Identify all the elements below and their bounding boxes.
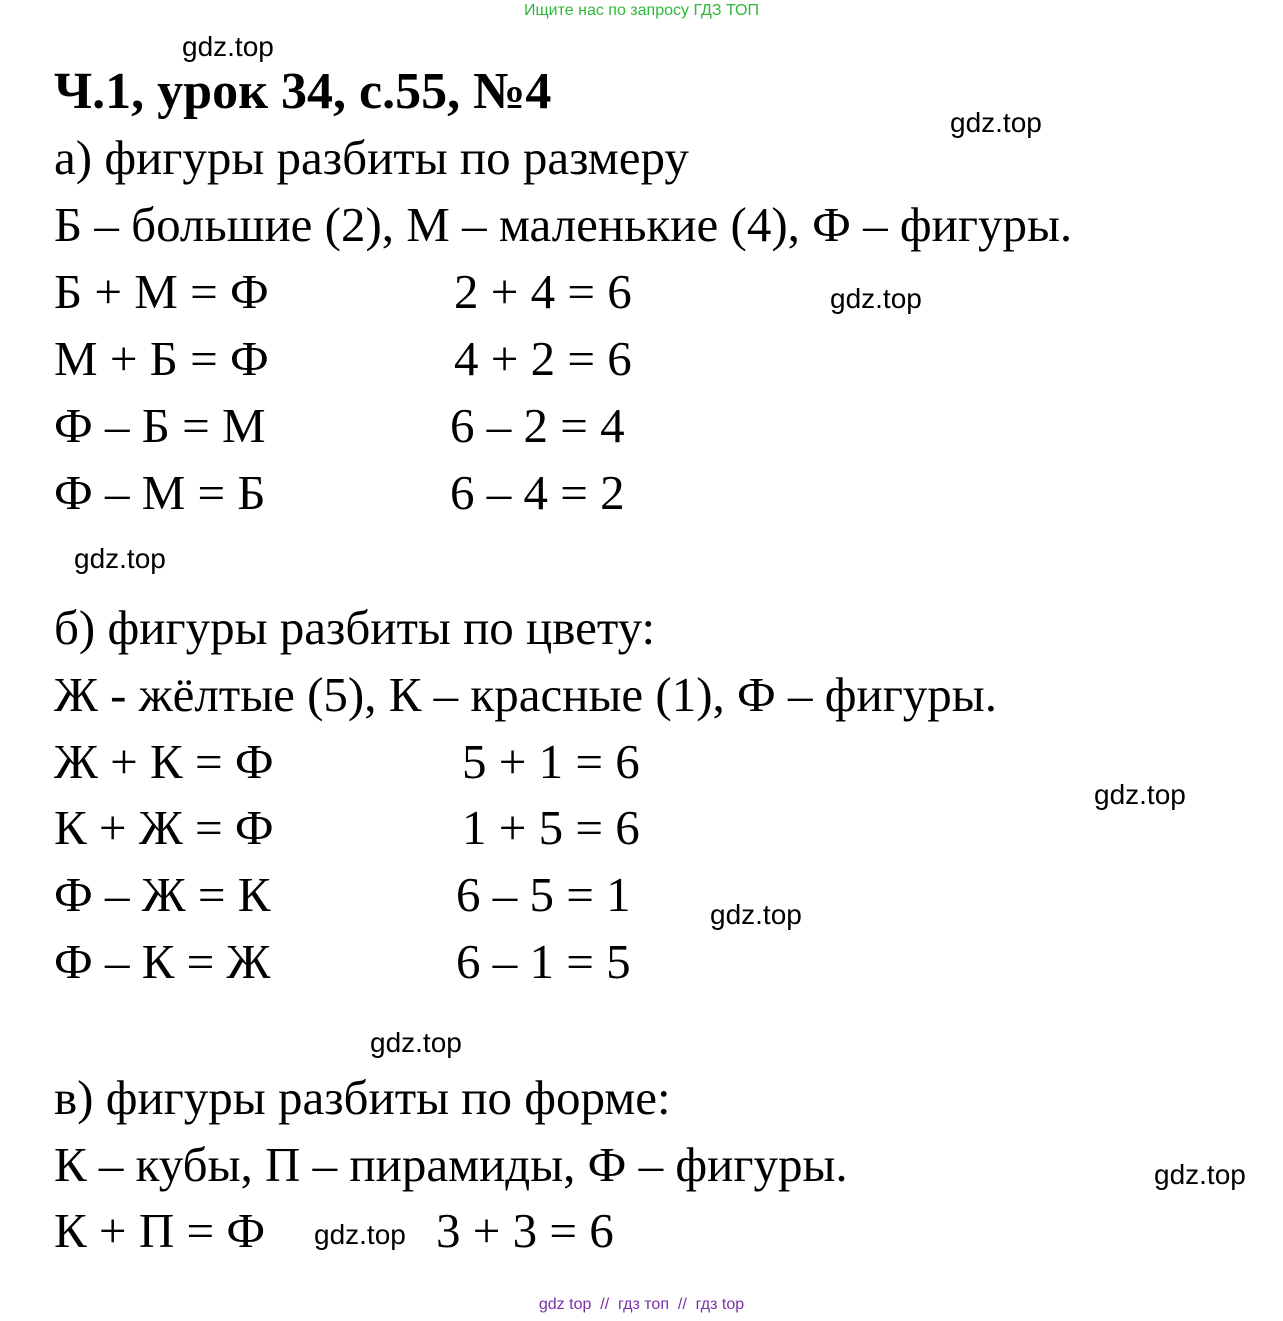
page-title: Ч.1, урок 34, с.55, №4 bbox=[54, 63, 552, 120]
section-b-row-3-letters: Ф – Ж = К bbox=[54, 867, 271, 922]
section-a-legend: Б – большие (2), М – маленькие (4), Ф – фигуры. bbox=[54, 197, 1073, 252]
watermark: gdz.top bbox=[74, 543, 166, 574]
watermark: gdz.top bbox=[710, 899, 802, 930]
section-c-row-1-numbers: 3 + 3 = 6 bbox=[436, 1203, 614, 1258]
section-b-row-2-numbers: 1 + 5 = 6 bbox=[462, 800, 640, 855]
section-a-row-4-numbers: 6 – 4 = 2 bbox=[450, 465, 625, 520]
section-b-legend: Ж - жёлтые (5), К – красные (1), Ф – фигуры. bbox=[54, 667, 997, 722]
section-b-row-1-letters: Ж + К = Ф bbox=[54, 734, 274, 789]
section-c-legend: К – кубы, П – пирамиды, Ф – фигуры. bbox=[54, 1137, 848, 1192]
footer-links: gdz top // гдз топ // гдз top bbox=[538, 1296, 745, 1313]
section-b-row-3-numbers: 6 – 5 = 1 bbox=[456, 867, 631, 922]
watermark: gdz.top bbox=[314, 1219, 406, 1250]
watermark: gdz.top bbox=[182, 31, 274, 62]
section-a-row-4-letters: Ф – М = Б bbox=[54, 465, 266, 520]
watermark: gdz.top bbox=[370, 1027, 462, 1058]
section-a-row-1-numbers: 2 + 4 = 6 bbox=[454, 264, 632, 319]
section-a-row-2-letters: М + Б = Ф bbox=[54, 331, 269, 386]
section-b-row-4-letters: Ф – К = Ж bbox=[54, 934, 271, 989]
section-a-row-1-letters: Б + М = Ф bbox=[54, 264, 269, 319]
section-b-heading: б) фигуры разбиты по цвету: bbox=[54, 600, 656, 655]
section-b-row-4-numbers: 6 – 1 = 5 bbox=[456, 934, 631, 989]
watermark: gdz.top bbox=[830, 283, 922, 314]
section-a-row-3-numbers: 6 – 2 = 4 bbox=[450, 398, 625, 453]
section-a-heading: а) фигуры разбиты по размеру bbox=[54, 130, 689, 185]
section-b-row-1-numbers: 5 + 1 = 6 bbox=[462, 734, 640, 789]
section-c-heading: в) фигуры разбиты по форме: bbox=[54, 1070, 671, 1125]
watermark: gdz.top bbox=[1094, 779, 1186, 810]
section-a-row-3-letters: Ф – Б = М bbox=[54, 398, 266, 453]
top-banner: Ищите нас по запросу ГДЗ ТОП bbox=[524, 2, 759, 19]
watermark: gdz.top bbox=[1154, 1159, 1246, 1190]
watermark: gdz.top bbox=[950, 107, 1042, 138]
section-b-row-2-letters: К + Ж = Ф bbox=[54, 800, 274, 855]
section-c-row-1-letters: К + П = Ф bbox=[54, 1203, 266, 1258]
section-a-row-2-numbers: 4 + 2 = 6 bbox=[454, 331, 632, 386]
